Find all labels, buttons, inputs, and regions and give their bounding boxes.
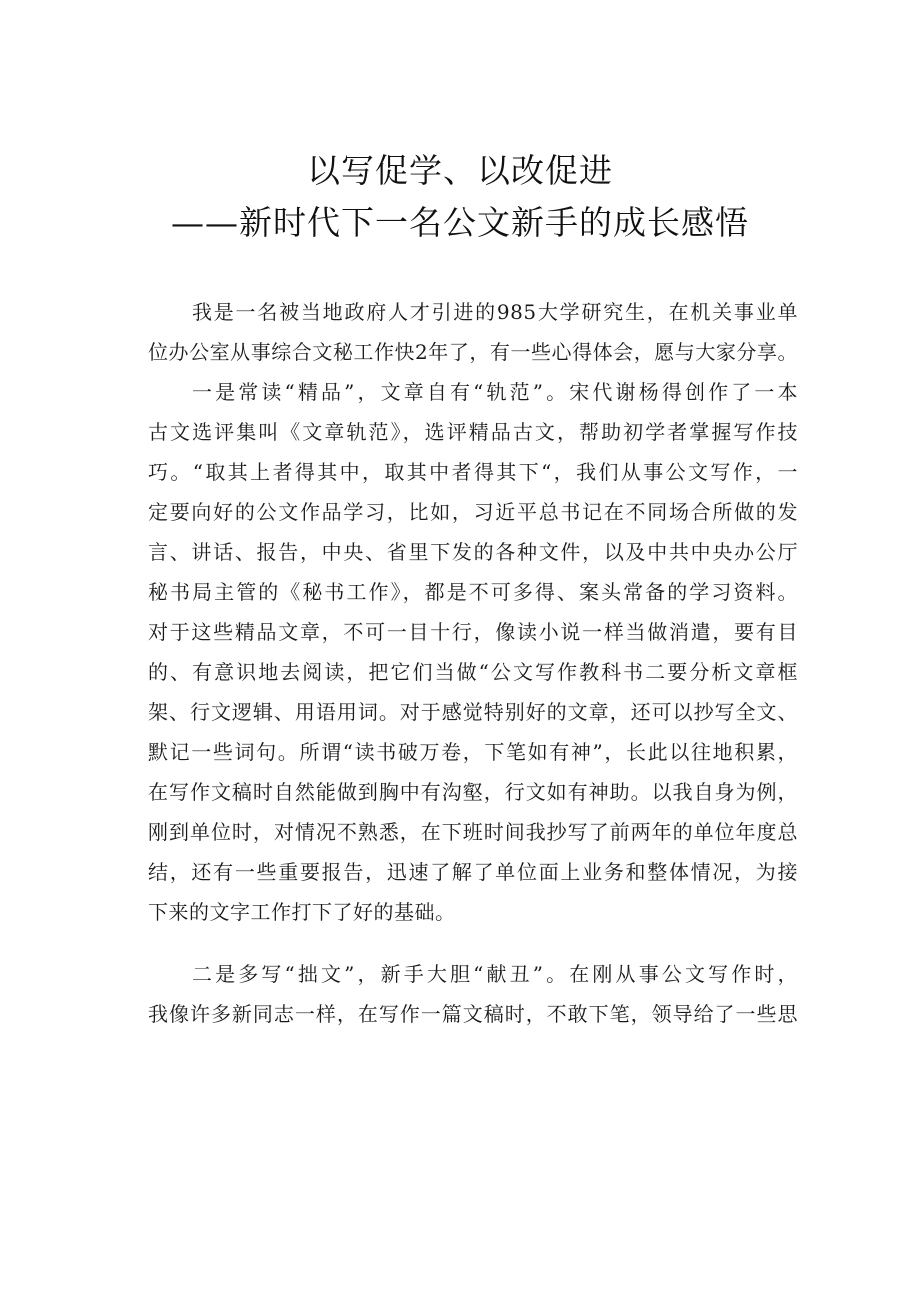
paragraph-intro — [148, 292, 798, 372]
document-title — [0, 148, 920, 246]
paragraph-spacer — [148, 932, 798, 954]
paragraph-line: 我像许多新同志一样，在写作一篇文稿时，不敢下笔，领导给了一些思 — [148, 1002, 798, 1026]
paragraph-line: 我是一名被当地政府人才引进的985大学研究生，在机关事业单 — [192, 300, 798, 324]
paragraph-line: 秘书局主管的《秘书工作》，都是不可多得、案头常备的学习资料。 — [148, 580, 798, 604]
paragraph-writing — [148, 954, 798, 1034]
paragraph-line: 默记一些词句。所谓“读书破万卷，下笔如有神”，长此以往地积累， — [148, 740, 798, 764]
paragraph-line: 位办公室从事综合文秘工作快2年了，有一些心得体会，愿与大家分享。 — [148, 340, 798, 364]
paragraph-line: 巧。“取其上者得其中，取其中者得其下“，我们从事公文写作，一 — [148, 460, 798, 484]
document-body — [148, 292, 798, 1034]
paragraph-line: 二是多写“拙文”，新手大胆“献丑”。在刚从事公文写作时， — [192, 962, 798, 986]
paragraph-line: 的、有意识地去阅读，把它们当做“公文写作教科书二要分析文章框 — [148, 660, 798, 684]
paragraph-line: 对于这些精品文章，不可一目十行，像读小说一样当做消遣，要有目 — [148, 620, 798, 644]
title-main: 以写促学、以改促进 — [307, 151, 613, 190]
paragraph-line: 架、行文逻辑、用语用词。对于感觉特别好的文章，还可以抄写全文、 — [148, 700, 798, 724]
paragraph-line: 下来的文字工作打下了好的基础。 — [148, 900, 456, 924]
paragraph-line: 刚到单位时，对情况不熟悉，在下班时间我抄写了前两年的单位年度总 — [148, 820, 798, 844]
paragraph-line: 言、讲话、报告，中央、省里下发的各种文件，以及中共中央办公厅 — [148, 540, 798, 564]
paragraph-line: 一是常读“精品”，文章自有“轨范”。宋代谢杨得创作了一本 — [192, 380, 798, 404]
title-subtitle: ——新时代下一名公文新手的成长感悟 — [171, 203, 749, 242]
paragraph-reading — [148, 372, 798, 932]
paragraph-line: 古文选评集叫《文章轨范》，选评精品古文，帮助初学者掌握写作技 — [148, 420, 798, 444]
paragraph-line: 结，还有一些重要报告，迅速了解了单位面上业务和整体情况，为接 — [148, 860, 798, 884]
paragraph-line: 定要向好的公文作品学习，比如，习近平总书记在不同场合所做的发 — [148, 500, 798, 524]
paragraph-line: 在写作文稿时自然能做到胸中有沟壑，行文如有神助。以我自身为例， — [148, 780, 798, 804]
